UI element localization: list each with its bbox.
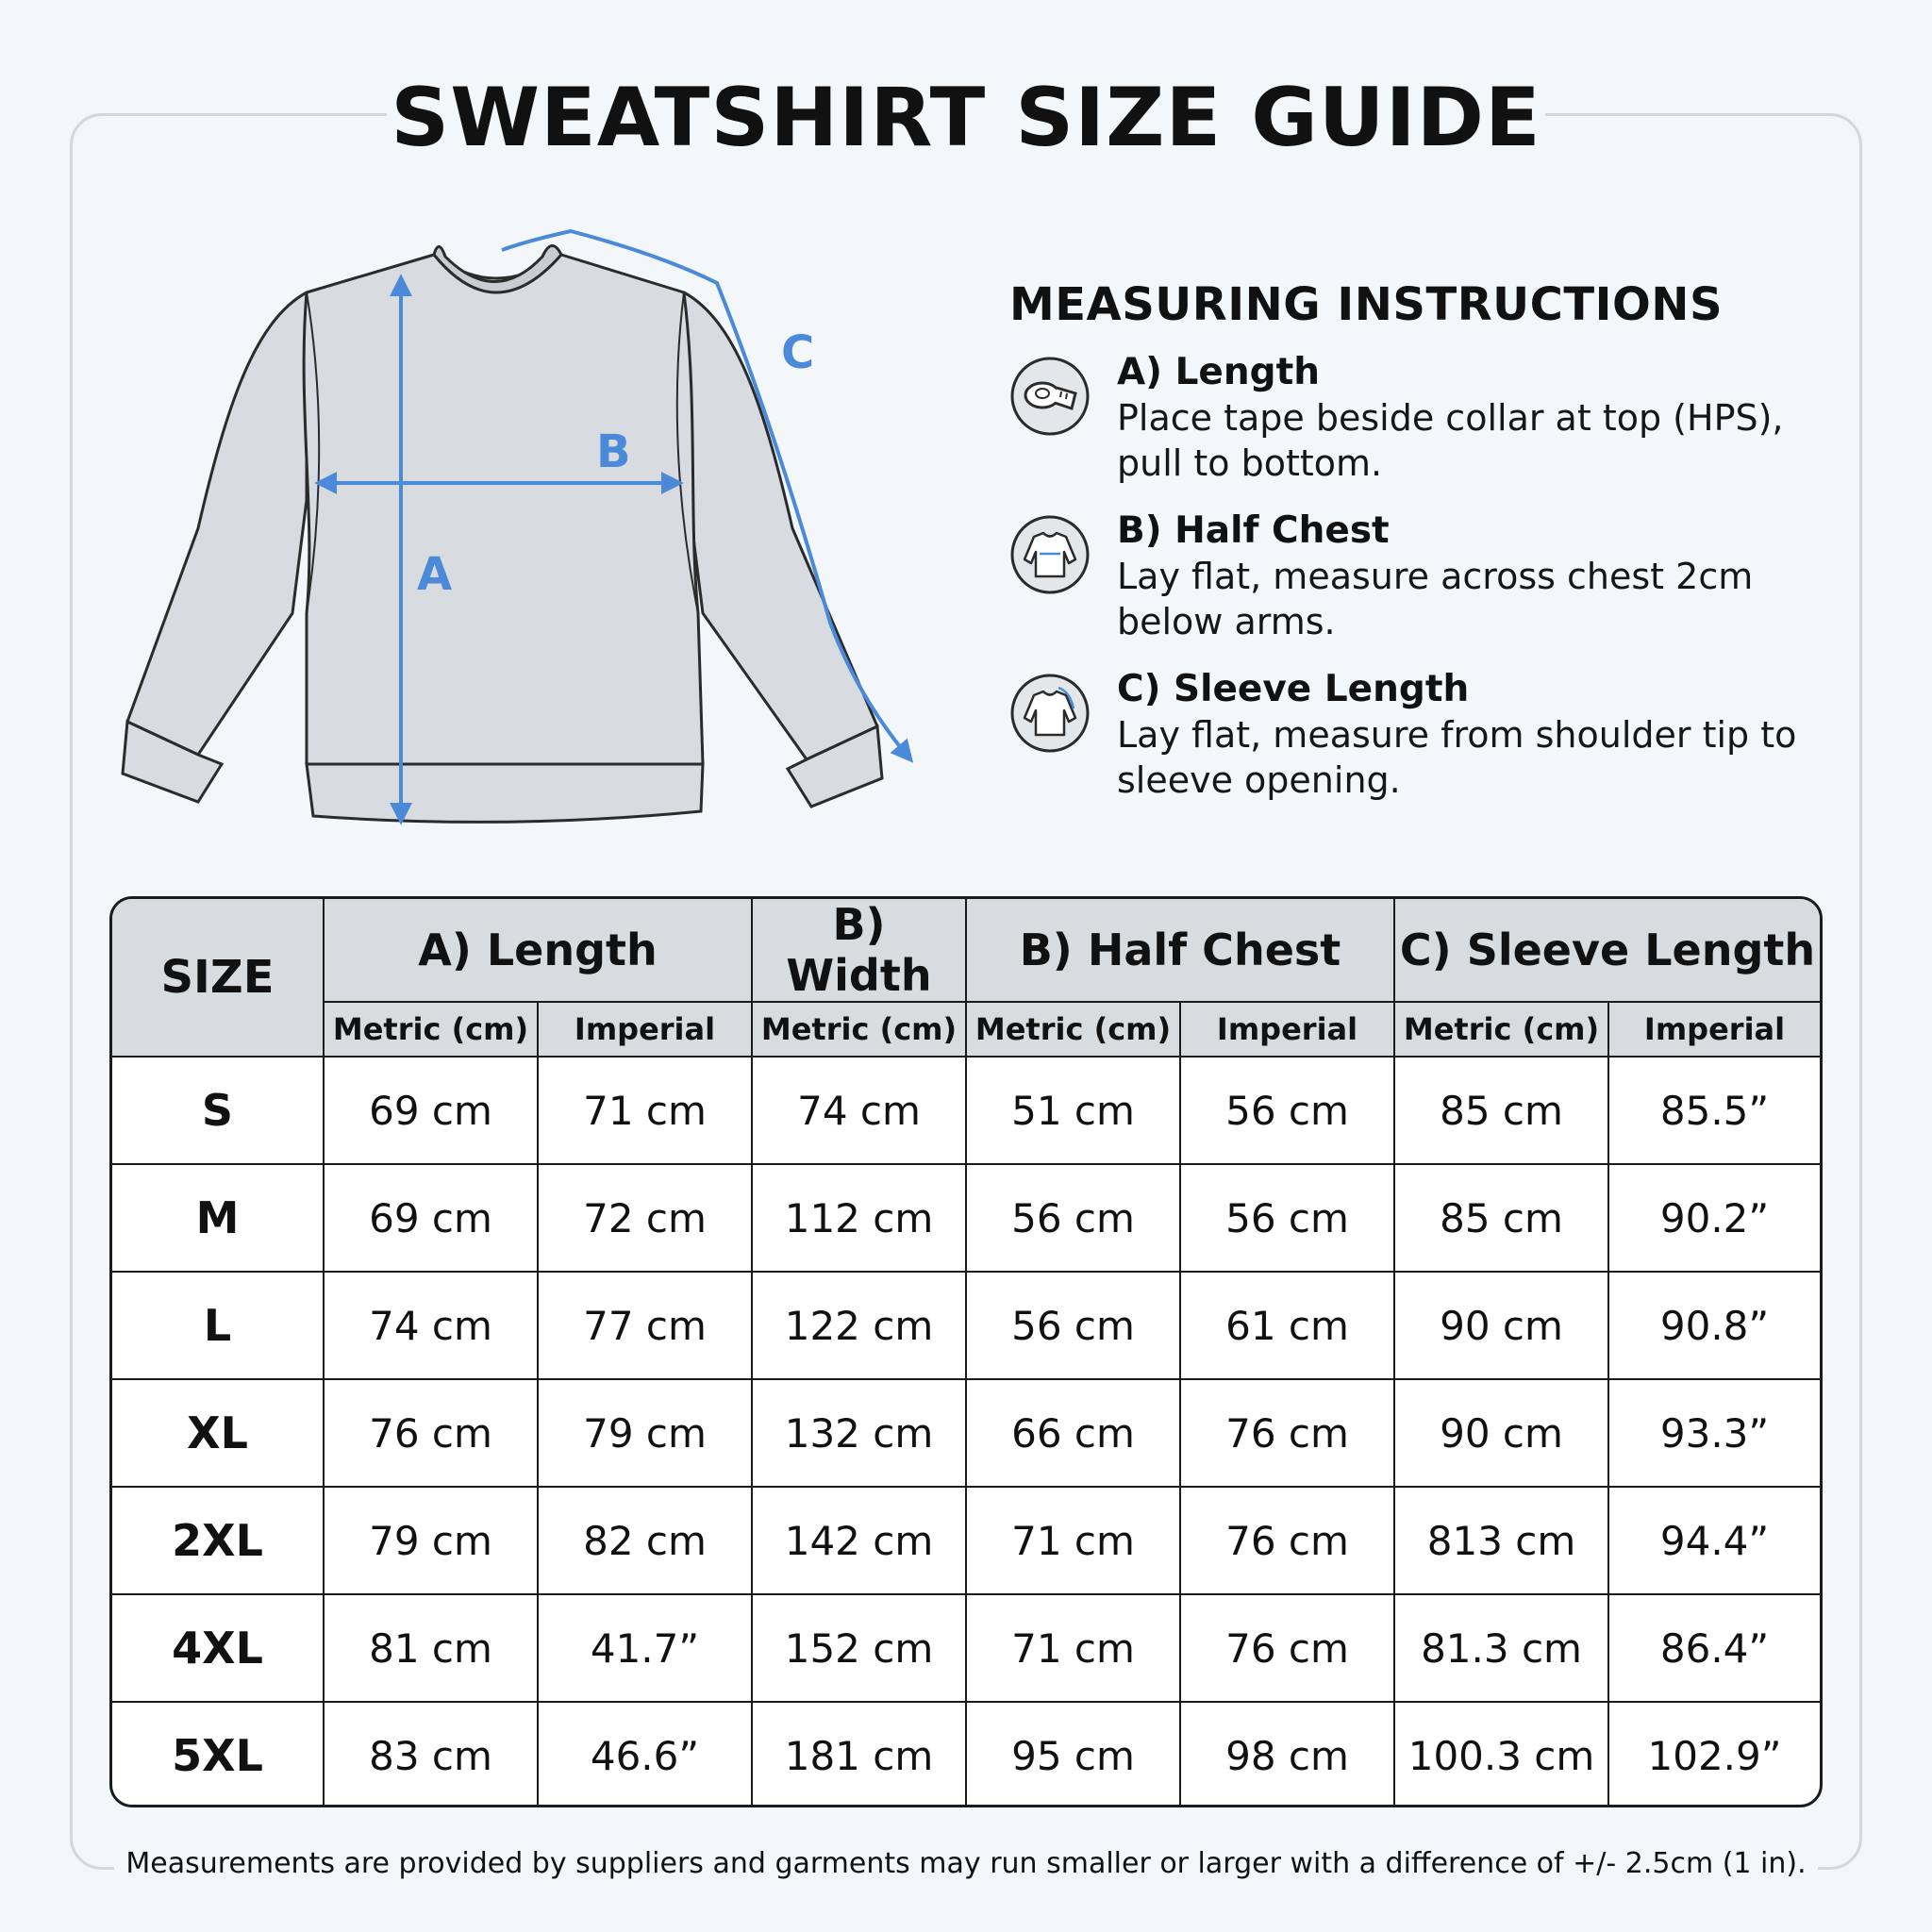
measurement-cell: 81.3 cm — [1394, 1594, 1608, 1702]
measurement-cell: 122 cm — [752, 1272, 966, 1379]
measurement-cell: 81 cm — [324, 1594, 538, 1702]
size-cell: S — [112, 1057, 324, 1164]
footnote-text: Measurements are provided by suppliers and garments may run smaller or larger with a difference of +/- 2.5cm (1 in). — [114, 1847, 1817, 1880]
measurement-cell: 82 cm — [538, 1487, 752, 1594]
size-table — [112, 899, 1820, 1807]
subheader: Imperial — [538, 1002, 752, 1057]
table-row — [112, 1594, 1820, 1702]
measurement-cell: 102.9” — [1608, 1702, 1820, 1807]
measurement-cell: 94.4” — [1608, 1487, 1820, 1594]
size-table-body — [112, 1057, 1820, 1807]
measurement-cell: 86.4” — [1608, 1594, 1820, 1702]
measurement-cell: 72 cm — [538, 1164, 752, 1272]
measurement-cell: 181 cm — [752, 1702, 966, 1807]
size-cell: 4XL — [112, 1594, 324, 1702]
subheader: Imperial — [1608, 1002, 1820, 1057]
instruction-title: B) Half Chest — [1117, 509, 1390, 552]
measurement-cell: 813 cm — [1394, 1487, 1608, 1594]
measurement-cell: 69 cm — [324, 1057, 538, 1164]
measurement-cell: 76 cm — [1180, 1379, 1394, 1487]
measurement-cell: 76 cm — [1180, 1487, 1394, 1594]
label-c: C — [781, 326, 815, 379]
instruction-length — [1009, 350, 1858, 508]
title-container — [387, 66, 1545, 170]
subheader: Imperial — [1180, 1002, 1394, 1057]
measurement-cell: 132 cm — [752, 1379, 966, 1487]
group-header-width: B) Width — [752, 899, 966, 1002]
measurement-cell: 100.3 cm — [1394, 1702, 1608, 1807]
size-header: SIZE — [112, 899, 324, 1057]
sweatshirt-icon — [123, 245, 882, 822]
measurement-cell: 90 cm — [1394, 1379, 1608, 1487]
measurement-cell: 98 cm — [1180, 1702, 1394, 1807]
instruction-text: Lay flat, measure from shoulder tip to sleeve opening. — [1117, 714, 1797, 801]
measurement-cell: 46.6” — [538, 1702, 752, 1807]
page-title: SWEATSHIRT SIZE GUIDE — [391, 71, 1541, 165]
table-row — [112, 1702, 1820, 1807]
measurement-cell: 90 cm — [1394, 1272, 1608, 1379]
size-cell: L — [112, 1272, 324, 1379]
measurement-cell: 85 cm — [1394, 1164, 1608, 1272]
measuring-tape-icon — [1009, 356, 1091, 437]
size-cell: 5XL — [112, 1702, 324, 1807]
instruction-sleeve-length — [1009, 667, 1858, 825]
measurement-cell: 51 cm — [966, 1057, 1180, 1164]
measurement-cell: 74 cm — [752, 1057, 966, 1164]
label-b: B — [596, 425, 631, 478]
instruction-title: A) Length — [1117, 351, 1320, 393]
subheader: Metric (cm) — [752, 1002, 966, 1057]
group-header-half-chest: B) Half Chest — [966, 899, 1394, 1002]
label-a: A — [417, 548, 453, 601]
measurement-cell: 74 cm — [324, 1272, 538, 1379]
measurement-cell: 71 cm — [966, 1487, 1180, 1594]
measurement-cell: 77 cm — [538, 1272, 752, 1379]
subheader: Metric (cm) — [966, 1002, 1180, 1057]
measurement-cell: 71 cm — [538, 1057, 752, 1164]
measurement-cell: 79 cm — [538, 1379, 752, 1487]
table-row — [112, 1379, 1820, 1487]
measurement-cell: 71 cm — [966, 1594, 1180, 1702]
measuring-instructions — [1009, 278, 1858, 825]
measurement-cell: 56 cm — [1180, 1057, 1394, 1164]
table-row — [112, 1164, 1820, 1272]
group-header-length: A) Length — [324, 899, 752, 1002]
table-row — [112, 1272, 1820, 1379]
measurement-cell: 69 cm — [324, 1164, 538, 1272]
instruction-text: Lay flat, measure across chest 2cm below arms. — [1117, 556, 1754, 642]
measurement-cell: 85.5” — [1608, 1057, 1820, 1164]
measurement-cell: 85 cm — [1394, 1057, 1608, 1164]
instructions-heading: MEASURING INSTRUCTIONS — [1009, 278, 1724, 331]
sleeve-length-icon — [1009, 673, 1091, 754]
measurement-cell: 56 cm — [1180, 1164, 1394, 1272]
measurement-cell: 76 cm — [324, 1379, 538, 1487]
measurement-cell: 56 cm — [966, 1272, 1180, 1379]
measurement-cell: 83 cm — [324, 1702, 538, 1807]
chest-width-icon — [1009, 514, 1091, 595]
instruction-text: Place tape beside collar at top (HPS), pull to bottom. — [1117, 397, 1784, 484]
size-cell: XL — [112, 1379, 324, 1487]
measurement-cell: 152 cm — [752, 1594, 966, 1702]
measurement-cell: 56 cm — [966, 1164, 1180, 1272]
table-row — [112, 1057, 1820, 1164]
subheader: Metric (cm) — [324, 1002, 538, 1057]
measurement-cell: 112 cm — [752, 1164, 966, 1272]
size-cell: M — [112, 1164, 324, 1272]
measurement-cell: 61 cm — [1180, 1272, 1394, 1379]
size-cell: 2XL — [112, 1487, 324, 1594]
measurement-cell: 95 cm — [966, 1702, 1180, 1807]
size-table-container — [109, 896, 1823, 1807]
measurement-cell: 90.8” — [1608, 1272, 1820, 1379]
footnote — [0, 1847, 1932, 1880]
table-row — [112, 1487, 1820, 1594]
measurement-cell: 76 cm — [1180, 1594, 1394, 1702]
measurement-cell: 79 cm — [324, 1487, 538, 1594]
instruction-title: C) Sleeve Length — [1117, 668, 1470, 710]
measurement-cell: 66 cm — [966, 1379, 1180, 1487]
measurement-cell: 93.3” — [1608, 1379, 1820, 1487]
instruction-half-chest — [1009, 508, 1858, 667]
group-header-sleeve-length: C) Sleeve Length — [1394, 899, 1820, 1002]
measurement-cell: 41.7” — [538, 1594, 752, 1702]
measurement-cell: 142 cm — [752, 1487, 966, 1594]
subheader: Metric (cm) — [1394, 1002, 1608, 1057]
sweatshirt-diagram — [113, 217, 962, 840]
measurement-cell: 90.2” — [1608, 1164, 1820, 1272]
